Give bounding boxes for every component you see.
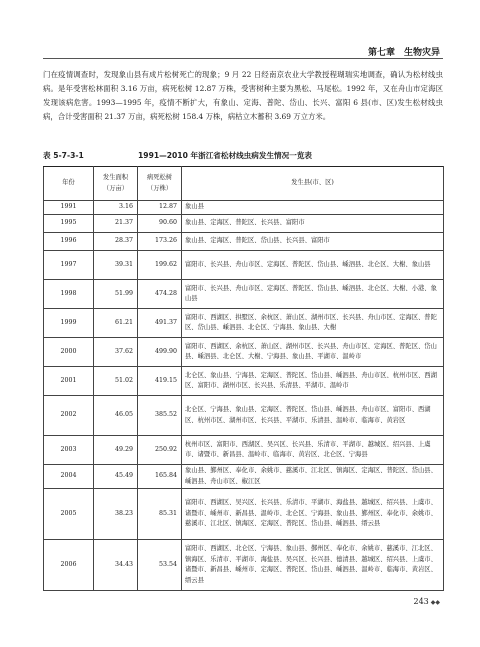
cell-places: 富阳市、西湖区、北仑区、宁海县、象山县、鄞州区、奉化市、余姚市、慈溪市、江北区、镇海区、乐清市、平湖市、海盐县、吴兴区、长兴县、德清县、越城区、绍兴县、上虞市、诸暨市、新昌县、嵊州市、定海区、普陀区、岱山县、嵊泗县、温岭市、临海市、黄岩区、缙云县 xyxy=(182,540,444,591)
cell-year: 2001 xyxy=(44,367,94,396)
cell-area: 21.37 xyxy=(94,215,138,233)
cell-year: 2003 xyxy=(44,436,94,465)
cell-area: 61.21 xyxy=(94,309,138,338)
table-row xyxy=(44,201,444,215)
cell-area: 38.23 xyxy=(94,489,138,540)
table-body xyxy=(44,201,444,591)
table-row xyxy=(44,367,444,396)
table-title: 1991—2010 年浙江省松材线虫病发生情况一览表 xyxy=(138,151,313,160)
cell-places: 富阳市、西湖区、余杭区、萧山区、湖州市区、长兴县、舟山市区、定海区、普陀区、岱山县、嵊泗县、北仑区、大榭、宁海县、象山县、平湖市、温岭市 xyxy=(182,338,444,367)
cell-area: 28.37 xyxy=(94,233,138,251)
cell-places: 象山县、定海区、普陀区、长兴县、富阳市 xyxy=(182,215,444,233)
cell-area: 3.16 xyxy=(94,201,138,215)
body-paragraph: 门在疫情调查时，发现象山县有成片松树死亡的现象；9 月 22 日经南京农业大学教授程瑚瑞实地调查，确认为松材线虫病。是年受害松林面积 3.16 万亩，病死松树 12.87 万株，受害树种主要为黑松、马尾松。1992 年，又在舟山市定海区发现该病危害。1993—1995 年，疫情不断扩大，有象山、定海、普陀、岱山、长兴、富阳 6 县(市、区)发生松材线虫病，合计受害面积 21.37 万亩，病死松树 158.4 万株，病枯立木蓄积 3.69 万立方米。 xyxy=(43,70,443,121)
cell-trees: 173.26 xyxy=(138,233,182,251)
table-number: 表 5-7-3-1 xyxy=(43,151,84,160)
header-trees: 病死松树 （万株） xyxy=(138,167,182,201)
header-rule xyxy=(43,58,443,59)
cell-year: 2000 xyxy=(44,338,94,367)
table-row xyxy=(44,309,444,338)
header-places: 发生县(市、区) xyxy=(182,167,444,201)
cell-area: 51.99 xyxy=(94,280,138,309)
cell-places: 富阳市、长兴县、舟山市区、定海区、普陀区、岱山县、嵊泗县、北仑区、大榭、小港、象山县 xyxy=(182,280,444,309)
table-row xyxy=(44,489,444,540)
chapter-header: 第七章 生物灾异 xyxy=(367,48,440,58)
cell-year: 1999 xyxy=(44,309,94,338)
cell-year: 1997 xyxy=(44,251,94,280)
cell-year: 2005 xyxy=(44,489,94,540)
data-table xyxy=(43,166,444,591)
cell-trees: 85.31 xyxy=(138,489,182,540)
cell-trees: 499.90 xyxy=(138,338,182,367)
cell-area: 49.29 xyxy=(94,436,138,465)
cell-trees: 419.15 xyxy=(138,367,182,396)
table-row xyxy=(44,436,444,465)
cell-year: 2004 xyxy=(44,465,94,489)
table-row xyxy=(44,540,444,591)
cell-year: 2006 xyxy=(44,540,94,591)
cell-trees: 53.54 xyxy=(138,540,182,591)
cell-year: 1991 xyxy=(44,201,94,215)
cell-year: 1996 xyxy=(44,233,94,251)
cell-places: 象山县、鄞州区、奉化市、余姚市、慈溪市、江北区、镇海区、定海区、普陀区、岱山县、嵊泗县、舟山市区、椒江区 xyxy=(182,465,444,489)
table-row xyxy=(44,233,444,251)
cell-trees: 491.37 xyxy=(138,309,182,338)
cell-year: 1995 xyxy=(44,215,94,233)
table-row xyxy=(44,251,444,280)
cell-places: 富阳市、西湖区、拱墅区、余杭区、萧山区、湖州市区、长兴县、舟山市区、定海区、普陀区、岱山县、嵊泗县、北仑区、宁海县、象山县、大榭 xyxy=(182,309,444,338)
cell-places: 北仑区、象山县、宁海县、定海区、普陀区、岱山县、嵊泗县、舟山市区、杭州市区、西湖区、富阳市、湖州市区、长兴县、乐清县、平湖市、温岭市 xyxy=(182,367,444,396)
cell-trees: 250.92 xyxy=(138,436,182,465)
table-row xyxy=(44,338,444,367)
cell-places: 象山县、定海区、普陀区、岱山县、长兴县、富阳市 xyxy=(182,233,444,251)
cell-places: 富阳市、长兴县、舟山市区、定海区、普陀区、岱山县、嵊泗县、北仑区、大榭、象山县 xyxy=(182,251,444,280)
cell-places: 富阳市、西湖区、吴兴区、长兴县、乐清市、平湖市、海盐县、越城区、绍兴县、上虞市、诸暨市、嵊州市、新昌县、温岭市、北仑区、宁海县、象山县、鄞州区、奉化市、余姚市、慈溪市、江北区、镇海区、定海区、普陀区、岱山县、嵊泗县、缙云县 xyxy=(182,489,444,540)
header-year: 年份 xyxy=(44,167,94,201)
table-row xyxy=(44,215,444,233)
cell-area: 45.49 xyxy=(94,465,138,489)
page-number xyxy=(413,597,440,606)
cell-places: 杭州市区、富阳市、西湖区、吴兴区、长兴县、乐清市、平湖市、越城区、绍兴县、上虞市、诸暨市、新昌县、温岭市、临海市、黄岩区、北仑区、宁海县 xyxy=(182,436,444,465)
cell-trees: 90.60 xyxy=(138,215,182,233)
cell-area: 37.62 xyxy=(94,338,138,367)
table-row xyxy=(44,280,444,309)
cell-area: 34.43 xyxy=(94,540,138,591)
cell-area: 51.02 xyxy=(94,367,138,396)
page-mark: ◆◆ xyxy=(430,599,440,606)
header-area: 发生面积 （万亩） xyxy=(94,167,138,201)
cell-places: 北仑区、宁海县、象山县、定海区、普陀区、岱山县、嵊泗县、舟山市区、富阳市、西湖区、杭州市区、湖州市区、长兴县、平湖市、乐清县、温岭市、临海市、黄岩区 xyxy=(182,396,444,436)
cell-places: 象山县 xyxy=(182,201,444,215)
cell-area: 39.31 xyxy=(94,251,138,280)
page-number-value: 243 xyxy=(413,597,429,606)
cell-year: 2002 xyxy=(44,396,94,436)
cell-area: 46.05 xyxy=(94,396,138,436)
cell-trees: 474.28 xyxy=(138,280,182,309)
cell-trees: 165.84 xyxy=(138,465,182,489)
table-row xyxy=(44,465,444,489)
cell-year: 1998 xyxy=(44,280,94,309)
cell-trees: 385.52 xyxy=(138,396,182,436)
cell-trees: 199.62 xyxy=(138,251,182,280)
table-row xyxy=(44,396,444,436)
cell-trees: 12.87 xyxy=(138,201,182,215)
